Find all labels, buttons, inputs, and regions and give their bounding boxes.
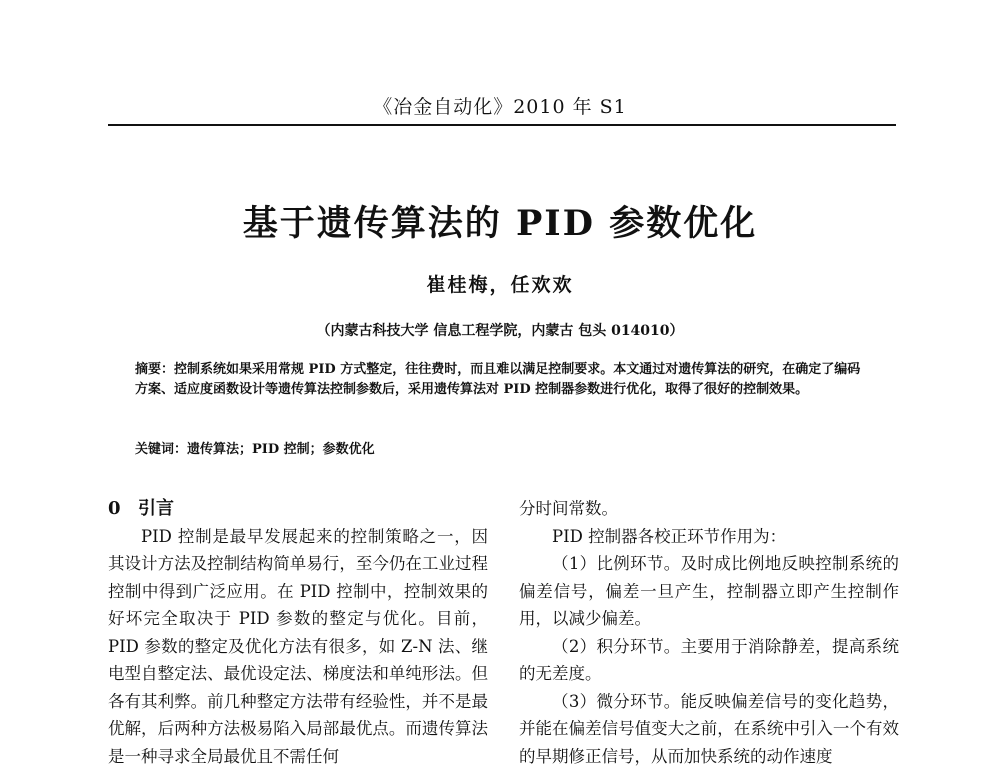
paper-authors: 崔桂梅，任欢欢 xyxy=(0,270,1000,297)
paper-affiliation: （内蒙古科技大学 信息工程学院，内蒙古 包头 014010） xyxy=(0,320,1000,340)
pid-intro: PID 控制器各校正环节作用为： xyxy=(519,523,899,551)
abstract-text: 控制系统如果采用常规 PID 方式整定，往往费时，而且难以满足控制要求。本文通过对遗传算法的研究，在确定了编码方案、适应度函数设计等遗传算法控制参数后，采用遗传算法对 PID 控制器参数进行优化，取得了很好的控制效果。 xyxy=(135,362,860,397)
abstract-label: 摘要： xyxy=(135,362,174,377)
journal-header: 《冶金自动化》2010 年 S1 xyxy=(0,92,1000,119)
header-rule xyxy=(108,124,896,126)
section-title: 引言 xyxy=(138,495,174,523)
paper-title: 基于遗传算法的 PID 参数优化 xyxy=(0,196,1000,246)
item-proportional: （1）比例环节。及时成比例地反映控制系统的偏差信号，偏差一旦产生，控制器立即产生控制作用，以减少偏差。 xyxy=(519,550,899,633)
keywords xyxy=(135,438,375,457)
left-column xyxy=(108,495,488,770)
continued-text: 分时间常数。 xyxy=(519,495,899,523)
keywords-label: 关键词： xyxy=(135,442,187,457)
keywords-text: 遗传算法；PID 控制；参数优化 xyxy=(187,442,375,457)
abstract xyxy=(135,360,870,400)
section-heading xyxy=(108,495,488,523)
item-derivative: （3）微分环节。能反映偏差信号的变化趋势，并能在偏差信号值变大之前，在系统中引入一个有效的早期修正信号，从而加快系统的动作速度 xyxy=(519,688,899,770)
item-integral: （2）积分环节。主要用于消除静差，提高系统的无差度。 xyxy=(519,633,899,688)
intro-paragraph: PID 控制是最早发展起来的控制策略之一，因其设计方法及控制结构简单易行，至今仍在工业过程控制中得到广泛应用。在 PID 控制中，控制效果的好坏完全取决于 PID 参数的整定与优化。目前，PID 参数的整定及优化方法有很多，如 Z-N 法、继电型自整定法、最优设定法、梯度法和单纯形法。但各有其利弊。前几种整定方法带有经验性，并不是最优解，后两种方法极易陷入局部最优点。而遗传算法是一种寻求全局最优且不需任何 xyxy=(108,523,488,770)
section-number: 0 xyxy=(108,495,138,523)
right-column xyxy=(519,495,899,770)
